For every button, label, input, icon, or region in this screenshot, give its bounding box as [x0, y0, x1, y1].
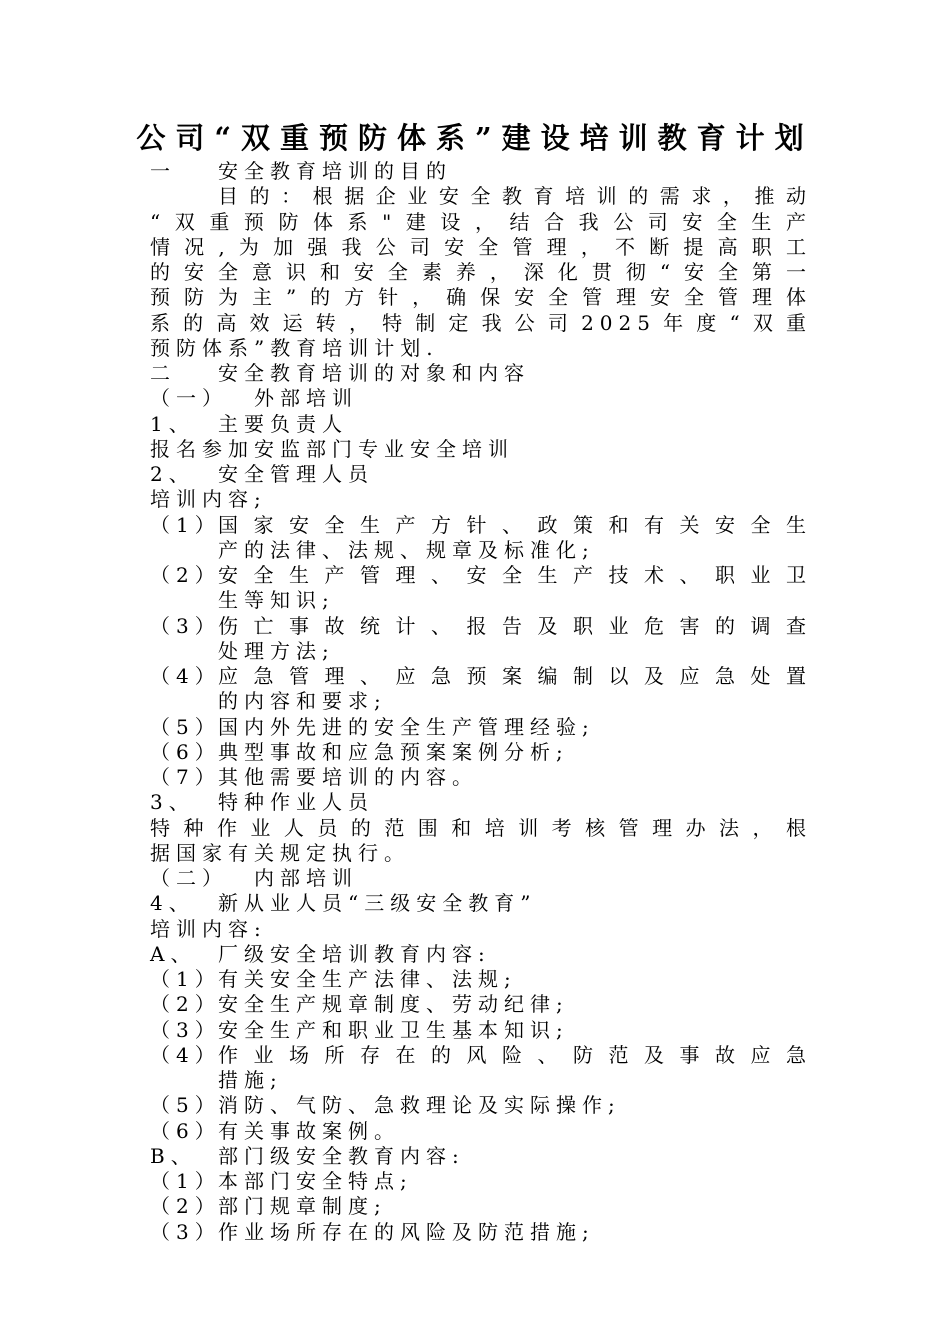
line-text: 报名参加安监部门专业安全培训 — [150, 436, 514, 461]
line-label — [150, 184, 218, 209]
line-text: 培训内容; — [150, 487, 267, 512]
line-label: 2、 — [150, 462, 195, 486]
text-line — [150, 1169, 812, 1194]
text-line — [150, 588, 812, 613]
line-text: 外部培训 — [254, 386, 358, 411]
line-text: 产的法律、法规、规章及标准化; — [218, 537, 595, 562]
line-text: 伤亡事故统计、报告及职业危害的调查 — [218, 613, 812, 638]
line-text: 目的：根据企业安全教育培训的需求，推动 — [218, 184, 812, 209]
line-label: （2） — [150, 992, 221, 1017]
text-line — [150, 715, 812, 740]
line-label: 二 — [150, 361, 176, 385]
line-text: 安全教育培训的目的 — [218, 159, 452, 183]
line-label: 1、 — [150, 411, 195, 436]
line-label: （3） — [150, 1017, 221, 1042]
text-line — [150, 513, 812, 538]
line-text: 特种作业人员 — [218, 790, 374, 815]
line-text: 消防、气防、急救理论及实际操作; — [218, 1093, 621, 1118]
text-line — [150, 1093, 812, 1118]
line-text: 的内容和要求; — [218, 689, 387, 714]
text-line — [150, 1018, 812, 1043]
line-text: 预防体系”教育培训计划. — [150, 335, 439, 360]
line-text: 培训内容: — [150, 916, 267, 941]
line-text: 典型事故和应急预案案例分析; — [218, 739, 569, 764]
line-label: （一） — [150, 386, 228, 411]
text-line — [150, 942, 812, 967]
text-line — [150, 437, 812, 462]
line-label: （3） — [150, 613, 221, 638]
document-body — [150, 159, 812, 1245]
line-text: 安全生产和职业卫生基本知识; — [218, 1017, 569, 1042]
text-line — [150, 462, 812, 487]
text-line — [150, 841, 812, 866]
line-text: 内部培训 — [254, 866, 358, 890]
line-text: 部门级安全教育内容: — [218, 1143, 465, 1168]
line-label: （5） — [150, 714, 221, 739]
line-label: （3） — [150, 1219, 221, 1244]
line-text: 国内外先进的安全生产管理经验; — [218, 714, 595, 739]
text-line — [150, 1043, 812, 1068]
line-text: 措施; — [218, 1068, 283, 1092]
text-line — [150, 487, 812, 512]
text-line — [150, 1194, 812, 1219]
line-label: 3、 — [150, 790, 195, 815]
line-text: 部门规章制度; — [218, 1194, 387, 1219]
text-line — [150, 336, 812, 361]
line-label: （5） — [150, 1093, 221, 1118]
text-line — [150, 992, 812, 1017]
line-text: 新从业人员“三级安全教育” — [218, 891, 537, 916]
line-text: 生等知识; — [218, 588, 335, 613]
text-line — [150, 891, 812, 916]
line-text: 主要负责人 — [218, 411, 348, 436]
line-text: 安全教育培训的对象和内容 — [218, 361, 530, 385]
line-text: 有关安全生产法律、法规; — [218, 967, 517, 991]
line-label: （1） — [150, 967, 221, 991]
line-text: 安全管理人员 — [218, 462, 374, 486]
text-line — [150, 159, 812, 184]
text-line — [150, 563, 812, 588]
text-line — [150, 1119, 812, 1144]
line-label: （4） — [150, 1042, 221, 1067]
text-line — [150, 866, 812, 891]
text-line — [150, 740, 812, 765]
text-line — [150, 664, 812, 689]
text-line — [150, 790, 812, 815]
text-line — [150, 1144, 812, 1169]
text-line — [150, 614, 812, 639]
line-text: 厂级安全培训教育内容: — [218, 941, 491, 966]
text-line — [150, 412, 812, 437]
text-line — [150, 917, 812, 942]
line-label: （2） — [150, 563, 221, 587]
line-label: （二） — [150, 866, 228, 890]
line-text: 本部门安全特点; — [218, 1169, 413, 1193]
text-line — [150, 361, 812, 386]
line-label: 一 — [150, 159, 176, 183]
text-line: 情况,为加强我公司安全管理，不断提高职工 — [150, 234, 812, 259]
text-line — [150, 639, 812, 664]
line-label: （4） — [150, 664, 221, 688]
line-text: 作业场所存在的风险及防范措施; — [218, 1219, 595, 1244]
line-text: 作业场所存在的风险、防范及事故应急 — [218, 1042, 812, 1067]
line-text: 国家安全生产方针、政策和有关安全生 — [218, 512, 812, 537]
line-text: 应急管理、应急预案编制以及应急处置 — [218, 664, 812, 688]
text-line — [150, 1068, 812, 1093]
line-label: （1） — [150, 1169, 221, 1193]
line-label: A、 — [150, 941, 197, 966]
text-line — [150, 689, 812, 714]
document-title: 公司“双重预防体系”建设培训教育计划 — [136, 121, 814, 155]
text-line — [150, 967, 812, 992]
line-label: （6） — [150, 1118, 221, 1143]
line-text: 安全生产规章制度、劳动纪律; — [218, 992, 569, 1017]
line-label: 4、 — [150, 891, 195, 916]
line-label: （1） — [150, 512, 221, 537]
text-line: “双重预防体系"建设，结合我公司安全生产 — [150, 209, 812, 234]
text-line: 特种作业人员的范围和培训考核管理办法，根 — [150, 815, 812, 840]
text-line: 系的高效运转，特制定我公司2025年度“双重 — [150, 310, 812, 335]
line-label: （6） — [150, 739, 221, 764]
line-label: （2） — [150, 1194, 221, 1219]
line-label: （7） — [150, 765, 221, 789]
line-text: 有关事故案例。 — [218, 1118, 400, 1143]
text-line — [150, 184, 812, 209]
text-line — [150, 538, 812, 563]
text-line — [150, 1220, 812, 1245]
line-text: 据国家有关规定执行。 — [150, 840, 410, 865]
line-text: 安全生产管理、安全生产技术、职业卫 — [218, 563, 812, 587]
line-label: B、 — [150, 1143, 197, 1168]
text-line — [150, 765, 812, 790]
text-line — [150, 386, 812, 411]
line-text: 处理方法; — [218, 638, 335, 663]
text-line: 的安全意识和安全素养，深化贯彻“安全第一 — [150, 260, 812, 284]
text-line: 预防为主”的方针，确保安全管理安全管理体 — [150, 285, 812, 310]
line-text: 其他需要培训的内容。 — [218, 765, 478, 789]
